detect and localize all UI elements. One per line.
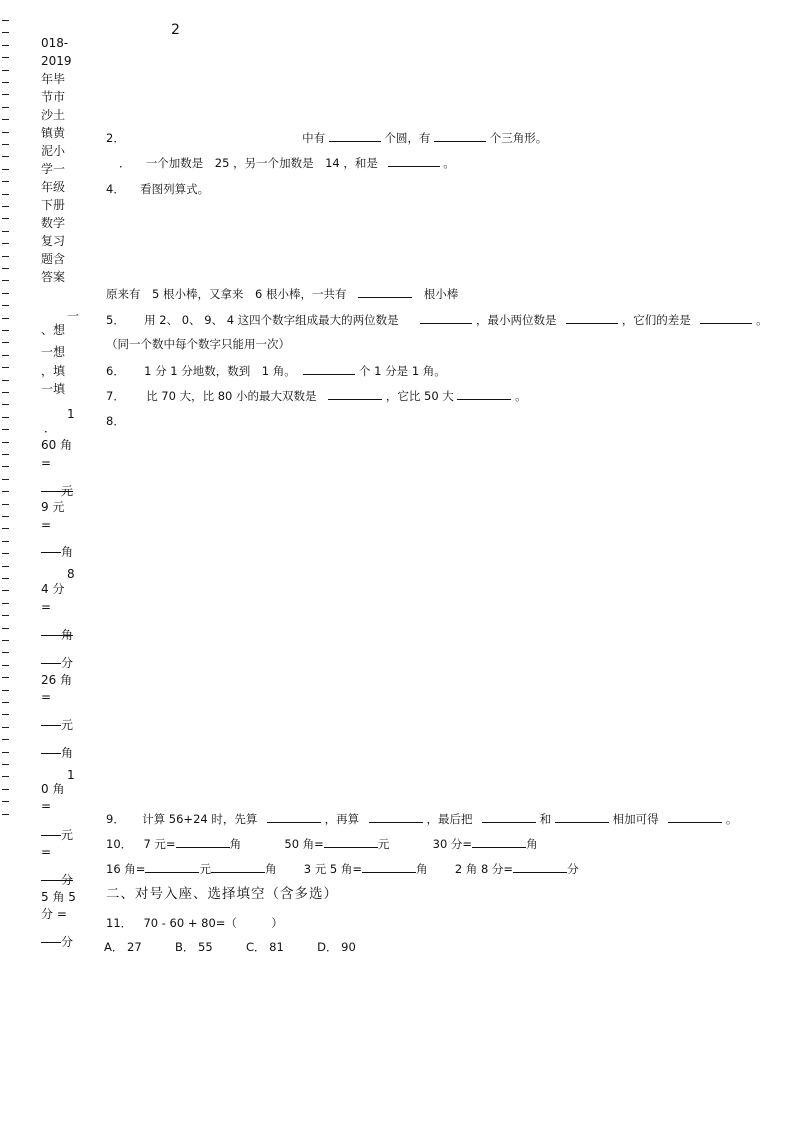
sidebar-title-line: 答案 <box>41 270 66 284</box>
question-5 <box>106 312 768 327</box>
q1-b-answer[interactable] <box>41 542 61 556</box>
question-3 <box>119 155 455 170</box>
q1-e-num: 1 <box>67 768 75 782</box>
q10-number: 10． <box>106 837 133 851</box>
q2-text3: 个三角形。 <box>489 131 548 145</box>
q1-e-unit2: 分 <box>61 873 74 887</box>
margin-dash <box>2 355 9 356</box>
margin-dash <box>2 590 9 591</box>
q4b-text: 原来有 5 根小棒，又拿来 6 根小棒，一共有 <box>106 287 347 301</box>
q1-c-num: 8 <box>67 567 75 581</box>
question-2 <box>106 130 547 145</box>
q5-min-blank[interactable] <box>566 312 618 324</box>
q5-text2: ，最小两位数是 <box>476 313 557 327</box>
q1-b-eq: = <box>41 518 52 532</box>
q9-third-blank[interactable] <box>482 811 536 823</box>
q1-f-text2: 分 = <box>41 907 67 921</box>
sidebar-section-text: 一填 <box>41 382 66 396</box>
margin-dash <box>2 57 9 58</box>
q5-text3: ，它们的差是 <box>621 313 691 327</box>
q9-number: 9． <box>106 812 125 826</box>
q2-circle-blank[interactable] <box>329 130 381 142</box>
margin-dash <box>2 218 9 219</box>
q9-text: 计算 56+24 时，先算 <box>142 812 258 826</box>
sidebar-title-line: 镇黄 <box>41 126 66 140</box>
page-number: 2 <box>171 22 180 38</box>
sidebar-title-line: 数学 <box>41 216 66 230</box>
sidebar-title-line: 2019 <box>41 54 72 68</box>
q10-c-blank[interactable] <box>472 836 526 848</box>
q1-e-text: 0 角 <box>41 782 65 796</box>
sidebar-section-text: ，填 <box>41 364 66 378</box>
q1-c-unit2: 分 <box>61 656 74 670</box>
q10b-a-blank[interactable] <box>145 861 199 873</box>
q3-number: ． <box>119 156 131 170</box>
q1-dot: ． <box>44 421 57 435</box>
margin-dash <box>2 318 9 319</box>
q1-f-answer[interactable] <box>41 932 61 946</box>
sidebar-title-line: 018- <box>41 36 69 50</box>
q10-c-unit: 角 <box>526 837 538 851</box>
q1-f-unit: 分 <box>61 935 74 949</box>
q10-a-unit: 角 <box>229 837 242 851</box>
sidebar-title-line: 题含 <box>41 252 66 266</box>
q9-text4: 和 <box>539 812 552 826</box>
q11-number: 11． <box>106 916 133 930</box>
margin-dash <box>2 615 9 616</box>
q10b-a-text: 16 角= <box>106 862 146 876</box>
margin-dash <box>2 814 9 815</box>
margin-dash <box>2 342 9 343</box>
q11-expression: 70 - 60 + 80=（ ） <box>143 916 283 930</box>
q1-d-unit: 元 <box>61 718 74 732</box>
q10b-b-blank[interactable] <box>362 861 416 873</box>
q1-e-eq2: = <box>41 845 52 859</box>
margin-dash <box>2 541 9 542</box>
q1-f-text: 5 角 5 <box>41 890 76 904</box>
q10-b-blank[interactable] <box>324 836 378 848</box>
margin-dash <box>2 714 9 715</box>
margin-dash <box>2 268 9 269</box>
q1-d-unit2: 角 <box>61 746 74 760</box>
sidebar-section-text: 一想 <box>41 345 66 359</box>
q4-number: 4． <box>106 182 125 196</box>
q11-options <box>104 940 356 954</box>
question-8-number: 8． <box>106 414 125 428</box>
sidebar-title-line: 年级 <box>41 180 66 194</box>
margin-dash <box>2 764 9 765</box>
sidebar-title-line: 年毕 <box>41 72 66 86</box>
margin-dash <box>2 479 9 480</box>
q5-text: 用 2、 0、 9、 4 这四个数字组成最大的两位数是 <box>144 313 399 327</box>
q11-option-a[interactable]: A． 27 <box>104 940 142 954</box>
margin-dash <box>2 429 9 430</box>
sidebar-title-line: 泥小 <box>41 144 66 158</box>
q9-text5: 相加可得 <box>612 812 659 826</box>
margin-dash <box>2 702 9 703</box>
margin-dash <box>2 553 9 554</box>
sidebar-title-line: 节市 <box>41 90 66 104</box>
q10b-a-unit2: 角 <box>264 862 277 876</box>
q9-fourth-blank[interactable] <box>555 811 609 823</box>
q10-a-text: 7 元= <box>143 837 176 851</box>
question-10-line2 <box>106 861 579 876</box>
margin-dash <box>2 144 9 145</box>
margin-dash <box>2 640 9 641</box>
margin-dash <box>2 789 9 790</box>
q5-diff-blank[interactable] <box>700 312 752 324</box>
q7-text3: 。 <box>515 389 527 403</box>
q1-a-text: 60 角 <box>41 438 73 452</box>
margin-dash <box>2 442 9 443</box>
margin-dash <box>2 119 9 120</box>
margin-dash <box>2 243 9 244</box>
margin-dash <box>2 578 9 579</box>
q7-diff-blank[interactable] <box>457 388 511 400</box>
q1-d-eq: = <box>41 690 52 704</box>
question-9 <box>106 811 737 826</box>
q9-text3: ，最后把 <box>426 812 473 826</box>
margin-dash <box>2 628 9 629</box>
q1-a-eq: = <box>41 456 52 470</box>
q10b-c-unit: 分 <box>567 862 579 876</box>
margin-dash <box>2 367 9 368</box>
margin-dash <box>2 280 9 281</box>
q1-e-answer[interactable] <box>41 825 61 839</box>
q9-text6: 。 <box>725 812 738 826</box>
question-10 <box>106 836 538 851</box>
margin-dash <box>2 652 9 653</box>
margin-dash <box>2 169 9 170</box>
margin-dash <box>2 194 9 195</box>
q1-e-eq: = <box>41 799 52 813</box>
q2-text: 中有 <box>302 131 326 145</box>
q9-first-blank[interactable] <box>267 811 321 823</box>
margin-dash <box>2 392 9 393</box>
margin-dash <box>2 206 9 207</box>
question-11 <box>106 916 283 930</box>
q10b-c-text: 2 角 8 分= <box>454 862 514 876</box>
q1-b-text: 9 元 <box>41 500 65 514</box>
q7-text2: ，它比 50 大 <box>385 389 454 403</box>
margin-dash <box>2 94 9 95</box>
margin-dash <box>2 727 9 728</box>
q11-option-b[interactable]: B． 55 <box>174 940 213 954</box>
q6-count-blank[interactable] <box>303 363 355 375</box>
q10-b-unit: 元 <box>377 837 390 851</box>
margin-dash <box>2 132 9 133</box>
q7-even-blank[interactable] <box>328 388 382 400</box>
q10-b-text: 50 角= <box>284 837 324 851</box>
question-5-note: （同一个数中每个数字只能用一次） <box>106 337 290 351</box>
margin-dash <box>2 491 9 492</box>
q11-option-d[interactable]: D． 90 <box>317 940 356 954</box>
section-2-title: 二、对号入座、选择填空（含多选） <box>106 886 338 902</box>
sidebar-section-text: 、想 <box>41 323 66 337</box>
margin-dash <box>2 156 9 157</box>
q10b-b-unit: 角 <box>416 862 428 876</box>
margin-dash <box>2 776 9 777</box>
q11-option-c[interactable]: C． 81 <box>245 940 284 954</box>
question-7 <box>106 388 527 403</box>
q1-e-unit: 元 <box>61 828 74 842</box>
q1-d-answer2[interactable] <box>41 743 61 757</box>
q10-c-text: 30 分= <box>432 837 473 851</box>
margin-dash <box>2 528 9 529</box>
q10-a-blank[interactable] <box>176 836 230 848</box>
margin-dash <box>2 380 9 381</box>
q1-number: 1 <box>67 407 75 421</box>
q2-number: 2． <box>106 131 125 145</box>
q1-b-unit: 角 <box>61 545 74 559</box>
q5-text4: 。 <box>756 313 768 327</box>
q2-triangle-blank[interactable] <box>434 130 486 142</box>
q10b-c-blank[interactable] <box>513 861 567 873</box>
q6-text: 1 分 1 分地数，数到 1 角。 <box>144 364 296 378</box>
margin-dash <box>2 20 9 21</box>
q10b-a-unit: 元 <box>199 862 211 876</box>
q3-text: 一个加数是 25 ，另一个加数是 14 ，和是 <box>145 156 378 170</box>
q1-c-eq: = <box>41 600 52 614</box>
margin-dash <box>2 677 9 678</box>
q2-text2: 个圆，有 <box>384 131 431 145</box>
margin-dash <box>2 70 9 71</box>
q9-text2: ，再算 <box>324 812 360 826</box>
q5-max-blank[interactable] <box>420 312 472 324</box>
margin-dash <box>2 45 9 46</box>
margin-dash <box>2 181 9 182</box>
q1-d-answer[interactable] <box>41 715 61 729</box>
q1-c-answer2[interactable] <box>41 653 61 667</box>
q1-d-text: 26 角 <box>41 673 73 687</box>
margin-dash <box>2 690 9 691</box>
margin-dash <box>2 32 9 33</box>
q4-text: 看图列算式。 <box>140 182 210 196</box>
q1-c-text: 4 分 <box>41 582 65 596</box>
q6-text2: 个 1 分是 1 角。 <box>359 364 446 378</box>
margin-dash <box>2 516 9 517</box>
margin-dash <box>2 454 9 455</box>
margin-dash <box>2 82 9 83</box>
margin-dash <box>2 504 9 505</box>
margin-dash <box>2 417 9 418</box>
margin-dash <box>2 293 9 294</box>
question-6 <box>106 363 446 378</box>
q9-second-blank[interactable] <box>369 811 423 823</box>
margin-dash <box>2 231 9 232</box>
sidebar-title-line: 学一 <box>41 162 66 176</box>
q4-total-blank[interactable] <box>358 286 412 298</box>
sidebar-section-mark: 一 <box>67 309 80 323</box>
margin-dash <box>2 603 9 604</box>
q7-text: 比 70 大，比 80 小的最大双数是 <box>146 389 317 403</box>
q3-text2: 。 <box>443 156 455 170</box>
q10b-b-text: 3 元 5 角= <box>303 862 362 876</box>
margin-dash <box>2 752 9 753</box>
question-4-statement <box>106 286 458 301</box>
question-4 <box>106 182 209 196</box>
sidebar-title-line: 沙土 <box>41 108 66 122</box>
margin-dash <box>2 566 9 567</box>
margin-dash <box>2 256 9 257</box>
margin-dash <box>2 107 9 108</box>
q9-result-blank[interactable] <box>668 811 722 823</box>
margin-dash <box>2 739 9 740</box>
margin-dash <box>2 801 9 802</box>
q3-sum-blank[interactable] <box>388 155 440 167</box>
sidebar-title-line: 复习 <box>41 234 66 248</box>
margin-dash <box>2 665 9 666</box>
margin-dash <box>2 404 9 405</box>
q6-number: 6． <box>106 364 125 378</box>
sidebar-title-line: 下册 <box>41 198 66 212</box>
q5-number: 5． <box>106 313 125 327</box>
q1-a-unit: 元 <box>61 484 74 498</box>
margin-dash <box>2 466 9 467</box>
q7-number: 7． <box>106 389 125 403</box>
q4b-text2: 根小棒 <box>423 287 459 301</box>
q10b-a-blank2[interactable] <box>211 861 265 873</box>
margin-dash <box>2 330 9 331</box>
q1-c-unit: 角 <box>61 628 74 642</box>
margin-dash <box>2 305 9 306</box>
